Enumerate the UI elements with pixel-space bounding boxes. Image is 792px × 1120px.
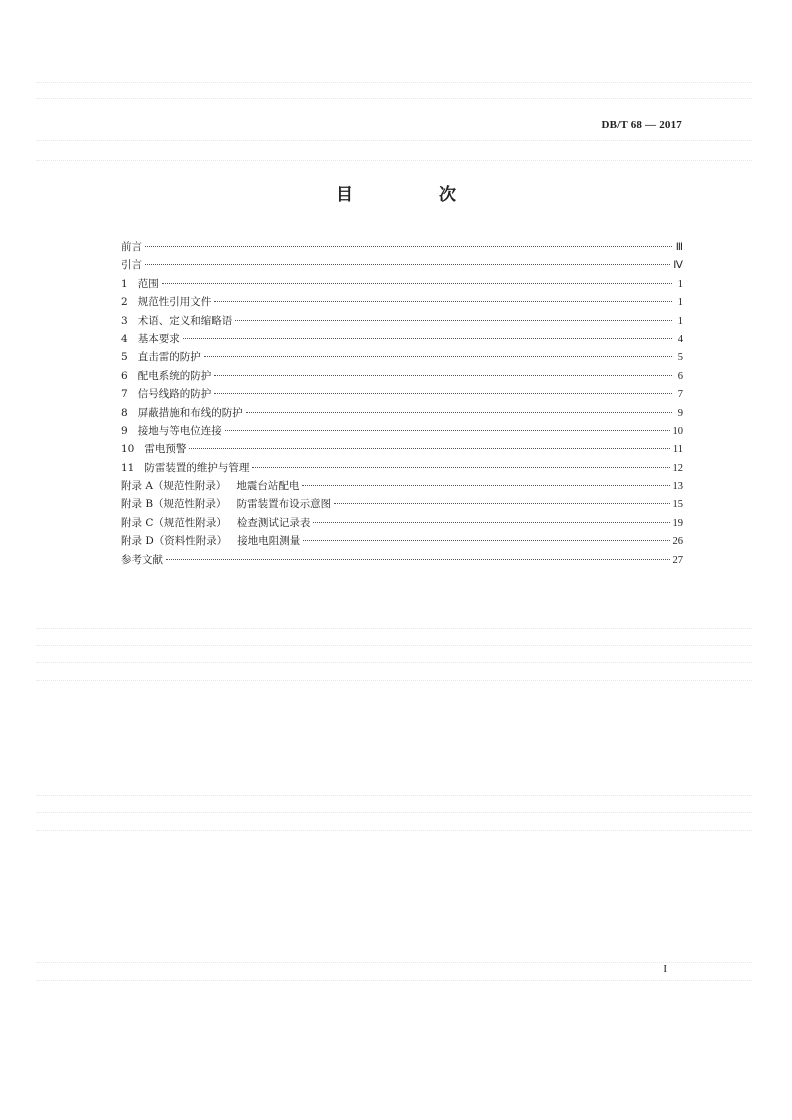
- toc-entry-label: 1 范围: [121, 277, 159, 290]
- toc-entry-label: 附录 B（规范性附录） 防雷装置布设示意图: [121, 498, 332, 511]
- toc-title: 目 次: [336, 185, 496, 205]
- toc-dot-leader: [303, 540, 669, 541]
- toc-entry-label: 10 雷电预警: [121, 443, 187, 456]
- scan-line: [36, 628, 752, 629]
- toc-entry-page: 11: [672, 444, 683, 456]
- toc-entry[interactable]: [121, 459, 683, 477]
- toc-entry-page: 7: [677, 389, 683, 401]
- toc-dot-leader: [145, 246, 672, 247]
- toc-entry[interactable]: [121, 293, 683, 311]
- scan-line: [36, 140, 752, 141]
- toc-dot-leader: [225, 430, 670, 431]
- document-code: DB/T 68 — 2017: [601, 119, 682, 131]
- toc-dot-leader: [162, 283, 672, 284]
- toc-entry-page: 12: [672, 462, 683, 474]
- toc-dot-leader: [313, 522, 669, 523]
- toc-entry-label: 参考文献: [121, 553, 163, 566]
- toc-entry[interactable]: [121, 532, 683, 550]
- toc-dot-leader: [235, 320, 672, 321]
- toc-entry[interactable]: [121, 404, 683, 422]
- scan-line: [36, 812, 752, 813]
- toc-entry-page: 6: [677, 370, 683, 382]
- toc-entry-label: 11 防雷装置的维护与管理: [121, 461, 250, 474]
- toc-entry-page: 5: [677, 352, 683, 364]
- toc-dot-leader: [189, 448, 670, 449]
- toc-entry-label: 9 接地与等电位连接: [121, 424, 222, 437]
- scan-line: [36, 980, 752, 981]
- toc-entry-label: 4 基本要求: [121, 332, 180, 345]
- toc-entry-page: 4: [677, 333, 683, 345]
- toc-entry[interactable]: [121, 238, 683, 256]
- toc-entry-page: 15: [672, 499, 683, 511]
- toc-entry-label: 附录 A（规范性附录） 地震台站配电: [121, 480, 300, 493]
- scan-line: [36, 645, 752, 646]
- toc-entry[interactable]: [121, 348, 683, 366]
- toc-entry-label: 8 屏蔽措施和布线的防护: [121, 406, 243, 419]
- toc-dot-leader: [214, 301, 672, 302]
- toc-entry[interactable]: [121, 477, 683, 495]
- toc-entry[interactable]: [121, 256, 683, 274]
- toc-entry-label: 5 直击雷的防护: [121, 351, 201, 364]
- toc-dot-leader: [214, 375, 672, 376]
- scan-line: [36, 160, 752, 161]
- scan-line: [36, 662, 752, 663]
- toc-entry-page: Ⅳ: [673, 260, 683, 272]
- toc-dot-leader: [302, 485, 669, 486]
- toc-entry-page: 27: [672, 554, 683, 566]
- table-of-contents: [121, 238, 683, 569]
- scan-line: [36, 795, 752, 796]
- scan-line: [36, 962, 752, 963]
- toc-entry-page: 10: [672, 425, 683, 437]
- toc-entry-page: Ⅲ: [675, 242, 683, 253]
- toc-entry-label: 3 术语、定义和缩略语: [121, 314, 233, 327]
- toc-dot-leader: [214, 393, 672, 394]
- toc-entry-label: 2 规范性引用文件: [121, 296, 212, 309]
- toc-entry-page: 1: [677, 297, 683, 309]
- toc-entry[interactable]: [121, 385, 683, 403]
- toc-entry[interactable]: [121, 367, 683, 385]
- toc-entry[interactable]: [121, 514, 683, 532]
- scan-line: [36, 680, 752, 681]
- scan-line: [36, 98, 752, 99]
- toc-entry-page: 1: [677, 315, 683, 327]
- toc-entry[interactable]: [121, 275, 683, 293]
- toc-dot-leader: [145, 264, 670, 265]
- toc-entry-label: 引言: [121, 259, 142, 272]
- toc-entry-page: 9: [677, 407, 683, 419]
- toc-entry-page: 26: [672, 536, 683, 548]
- toc-entry-label: 7 信号线路的防护: [121, 388, 212, 401]
- toc-entry-label: 前言: [121, 241, 142, 253]
- toc-entry-label: 附录 C（规范性附录） 检查测试记录表: [121, 516, 311, 529]
- toc-entry[interactable]: [121, 440, 683, 458]
- toc-dot-leader: [246, 412, 672, 413]
- toc-dot-leader: [334, 503, 669, 504]
- page-number: I: [663, 963, 667, 975]
- scan-line: [36, 830, 752, 831]
- toc-entry[interactable]: [121, 330, 683, 348]
- toc-entry[interactable]: [121, 312, 683, 330]
- toc-entry[interactable]: [121, 495, 683, 513]
- toc-entry-page: 1: [677, 278, 683, 290]
- toc-entry-page: 19: [672, 517, 683, 529]
- toc-entry-page: 13: [672, 481, 683, 493]
- toc-entry[interactable]: [121, 422, 683, 440]
- scan-line: [36, 82, 752, 83]
- toc-entry-label: 附录 D（资料性附录） 接地电阻测量: [121, 535, 301, 548]
- toc-dot-leader: [183, 338, 672, 339]
- toc-dot-leader: [166, 559, 670, 560]
- toc-dot-leader: [204, 356, 672, 357]
- toc-entry-label: 6 配电系统的防护: [121, 369, 212, 382]
- toc-dot-leader: [252, 467, 669, 468]
- toc-entry[interactable]: [121, 551, 683, 569]
